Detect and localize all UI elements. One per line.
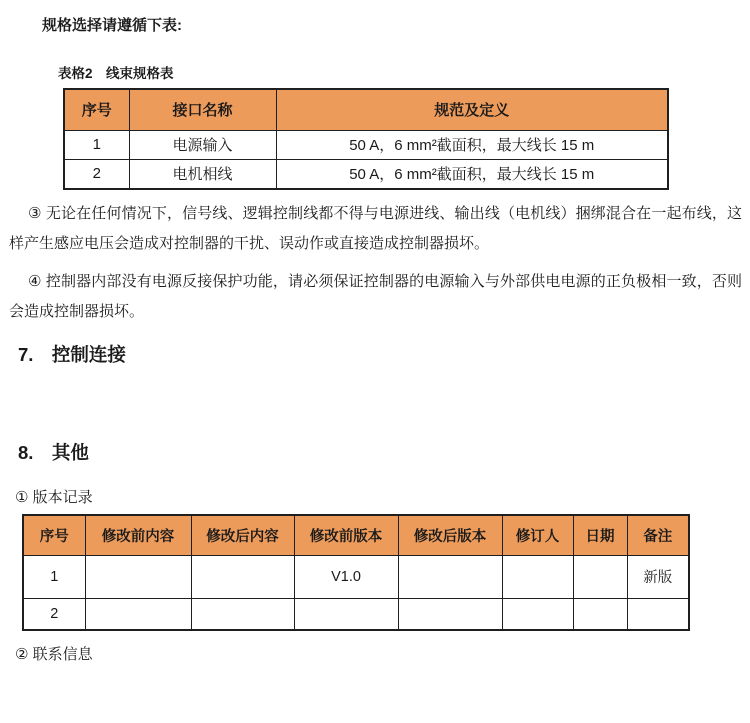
version-cell (85, 555, 191, 598)
section-7-heading: 7. 控制连接 (18, 344, 126, 365)
spec-cell-definition: 50 A，6 mm²截面积，最大线长 15 m (276, 130, 668, 159)
version-cell (398, 555, 502, 598)
note-4: ④ 控制器内部没有电源反接保护功能，请必须保证控制器的电源输入与外部供电电源的正负极相一致，否则会造成控制器损坏。 (9, 273, 742, 320)
subsection-contact-info: ② 联系信息 (15, 646, 93, 663)
spec-table-row (64, 130, 668, 159)
version-cell (294, 598, 398, 630)
version-header-reviser: 修订人 (502, 515, 573, 555)
version-header-content-before: 修改前内容 (85, 515, 191, 555)
version-cell (191, 555, 294, 598)
spec-header-interface-name: 接口名称 (129, 89, 276, 130)
version-table-header-row (23, 515, 689, 555)
intro-text: 规格选择请遵循下表: (42, 17, 182, 34)
spec-table (63, 88, 669, 190)
version-cell: 1 (23, 555, 85, 598)
version-cell (85, 598, 191, 630)
subsection-version-record: ① 版本记录 (15, 489, 93, 506)
spec-table-header-row (64, 89, 668, 130)
version-cell: V1.0 (294, 555, 398, 598)
version-cell (398, 598, 502, 630)
version-header-content-after: 修改后内容 (191, 515, 294, 555)
version-record-table (22, 514, 690, 631)
document-page (0, 14, 750, 723)
spec-table-row (64, 159, 668, 189)
spec-header-index: 序号 (64, 89, 129, 130)
version-cell (573, 598, 627, 630)
spec-table-caption: 表格2 线束规格表 (58, 66, 174, 81)
version-cell (502, 598, 573, 630)
section-8-heading: 8. 其他 (18, 442, 89, 463)
version-cell: 新版 (627, 555, 689, 598)
spec-cell-index: 1 (64, 130, 129, 159)
version-cell (627, 598, 689, 630)
version-header-index: 序号 (23, 515, 85, 555)
spec-cell-interface: 电源输入 (129, 130, 276, 159)
version-cell (573, 555, 627, 598)
version-cell (502, 555, 573, 598)
spec-header-spec-definition: 规范及定义 (276, 89, 668, 130)
version-header-remark: 备注 (627, 515, 689, 555)
spec-cell-index: 2 (64, 159, 129, 189)
version-table-row (23, 555, 689, 598)
version-cell: 2 (23, 598, 85, 630)
note-3: ③ 无论在任何情况下，信号线、逻辑控制线都不得与电源进线、输出线（电机线）捆绑混合在一起布线，这样产生感应电压会造成对控制器的干扰、误动作或直接造成控制器损坏。 (9, 205, 742, 252)
version-header-version-before: 修改前版本 (294, 515, 398, 555)
spec-cell-interface: 电机相线 (129, 159, 276, 189)
version-table-row (23, 598, 689, 630)
version-header-version-after: 修改后版本 (398, 515, 502, 555)
spec-cell-definition: 50 A，6 mm²截面积，最大线长 15 m (276, 159, 668, 189)
version-cell (191, 598, 294, 630)
version-header-date: 日期 (573, 515, 627, 555)
